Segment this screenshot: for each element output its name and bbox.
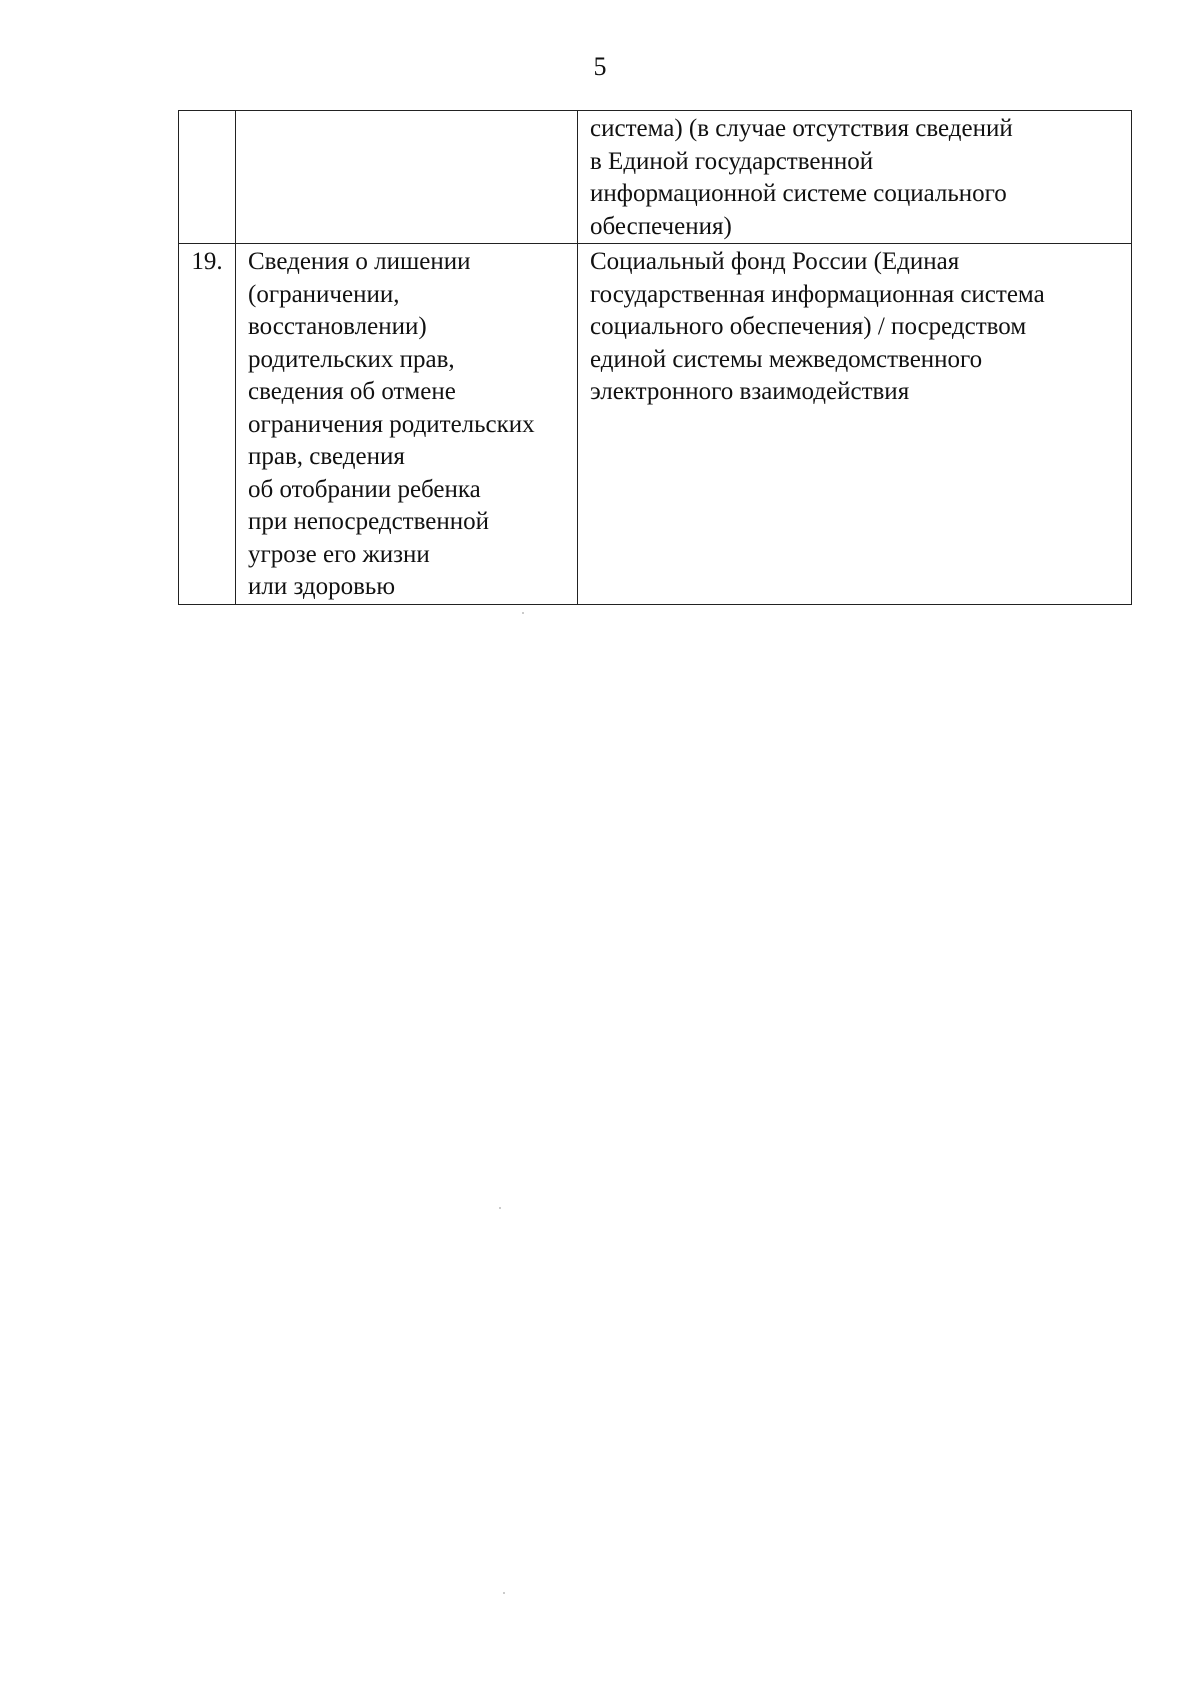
source-line: социального обеспечения) / посредством (590, 313, 1027, 340)
info-line: при непосредственной (248, 508, 489, 535)
info-line: сведения об отмене (248, 378, 456, 405)
table-row (179, 244, 1132, 605)
info-line: прав, сведения (248, 443, 405, 470)
row-number-cell: 19. (179, 244, 236, 605)
info-line: родительских прав, (248, 345, 455, 373)
table-row (179, 111, 1132, 244)
source-line: государственная информационная система (590, 280, 1045, 308)
source-line: информационной системе социального (590, 180, 1007, 207)
info-line: восстановлении) (248, 313, 427, 340)
source-line: единой системы межведомственного (590, 345, 983, 373)
page-number: 5 (593, 52, 607, 81)
info-line: об отобрании ребенка (248, 475, 481, 503)
scan-speck (522, 612, 524, 614)
info-line: или здоровью (248, 573, 396, 600)
info-type-cell (236, 244, 578, 605)
source-line: в Единой государственной (590, 147, 874, 175)
source-cell (578, 111, 1132, 244)
row-number-cell (179, 111, 236, 244)
source-line: электронного взаимодействия (590, 378, 910, 405)
info-line: угрозе его жизни (248, 540, 430, 568)
info-line: ограничения родительских (248, 410, 535, 438)
source-line: обеспечения) (590, 212, 732, 240)
scan-speck (503, 1592, 505, 1594)
info-line: Сведения о лишении (248, 248, 471, 275)
scan-speck (499, 1207, 501, 1209)
source-line: система) (в случае отсутствия сведений (590, 115, 1013, 142)
info-line: (ограничении, (248, 280, 400, 308)
source-line: Социальный фонд России (Единая (590, 248, 960, 275)
document-table (178, 110, 1132, 605)
source-cell (578, 244, 1132, 605)
info-type-cell (236, 111, 578, 244)
